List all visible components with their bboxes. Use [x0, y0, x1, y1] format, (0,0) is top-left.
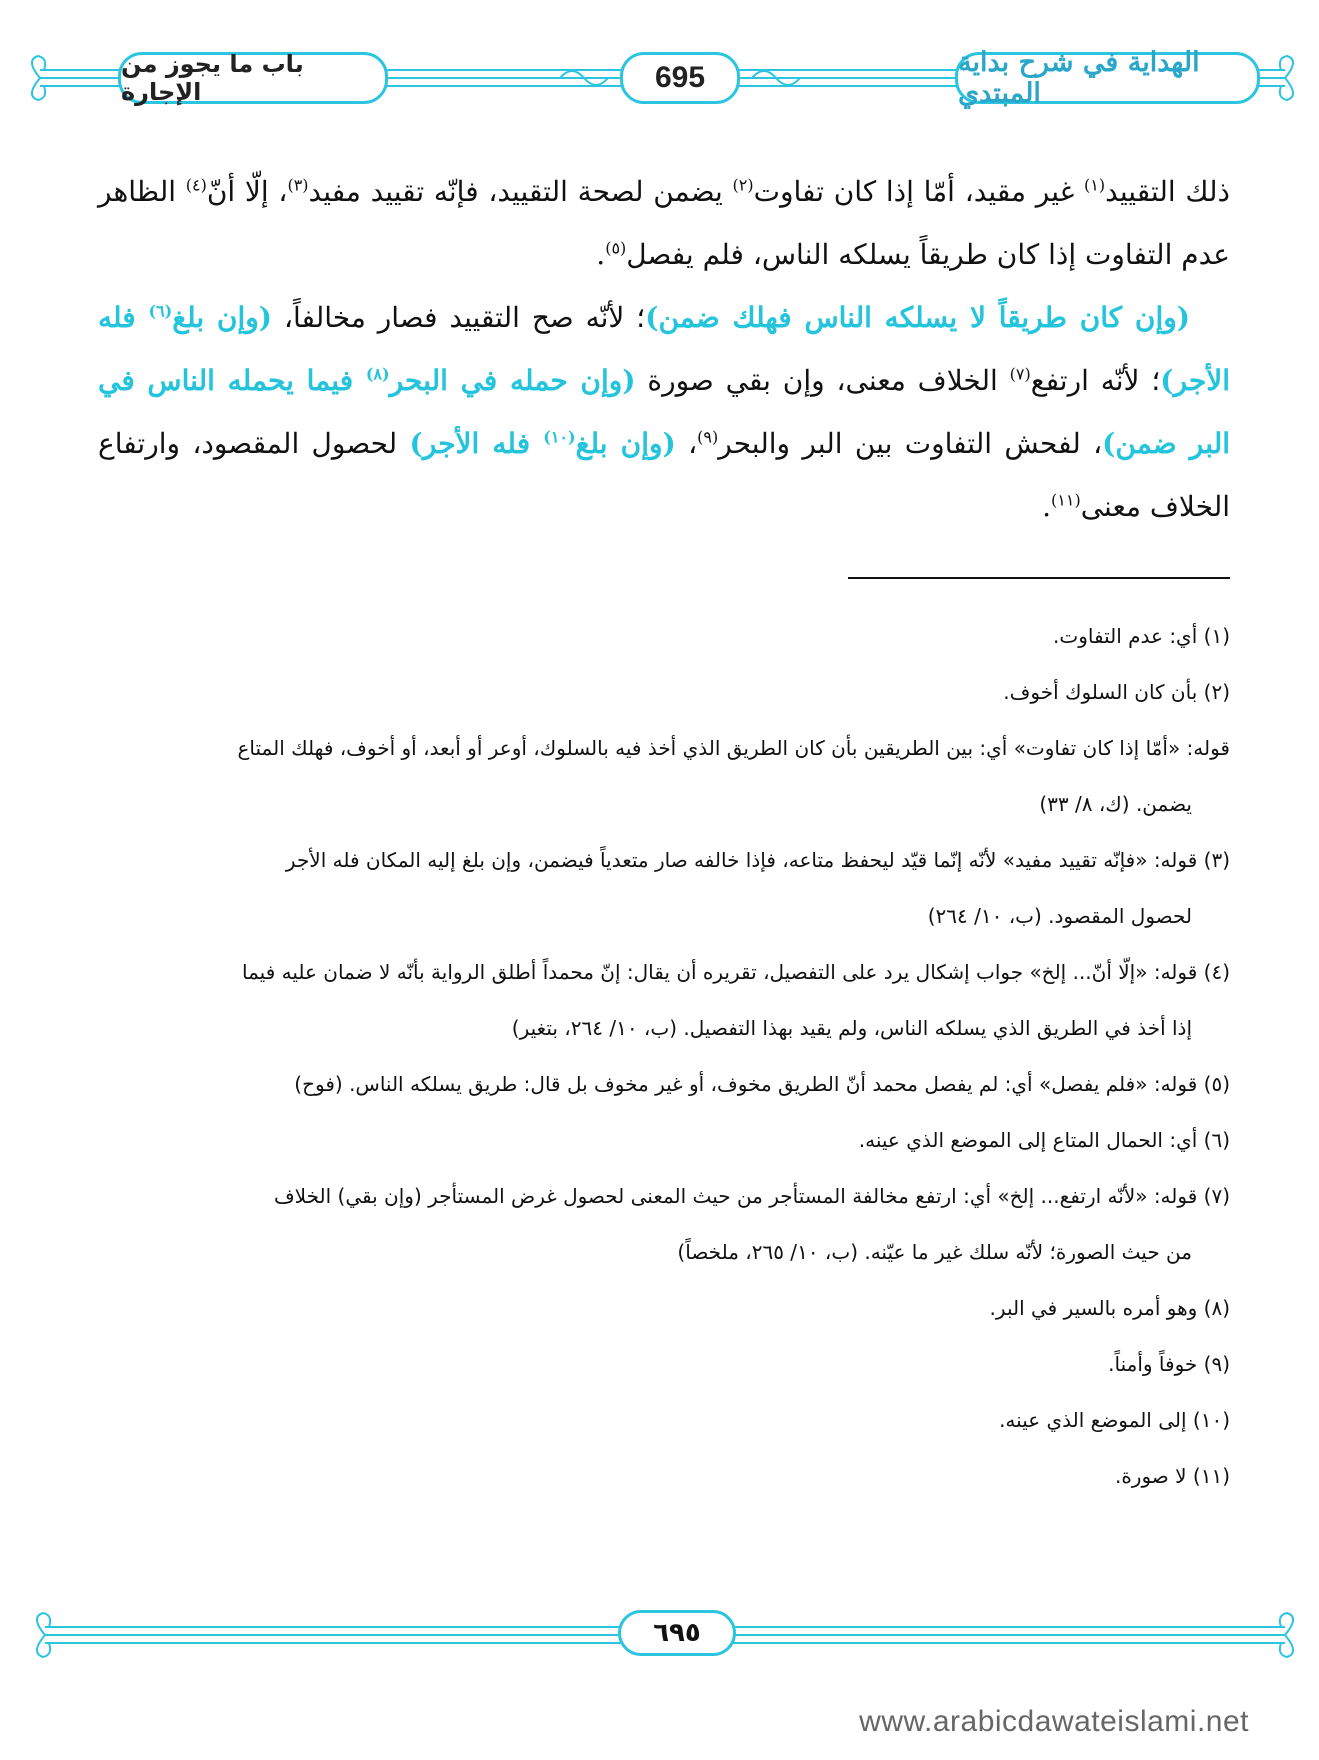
footnote-continuation: لحصول المقصود. (ب، ١٠/ ٢٦٤): [927, 904, 1192, 928]
text-segment: الخلاف معنى، وإن بقي صورة: [635, 364, 1010, 397]
footnote-ref: (٥): [605, 238, 627, 258]
chapter-title: باب ما يجوز من الإجارة: [118, 52, 388, 104]
footnote-text: (٦) أي: الحمال المتاع إلى الموضع الذي عينه.: [858, 1128, 1230, 1152]
text-segment: ، إلّا أنّ: [206, 175, 288, 208]
text-segment: .: [1042, 490, 1051, 523]
footnote-ref: (١١): [1051, 490, 1081, 510]
footnote-ref: (٤): [185, 175, 207, 195]
footnote-ref: (١): [1084, 175, 1106, 195]
footnote: [100, 1168, 1230, 1280]
footnotes: [100, 608, 1230, 1504]
footnote-text: (٢) بأن كان السلوك أخوف.: [1003, 680, 1230, 704]
text-segment: لحصول المقصود، وارتفاع الخلاف معنى: [98, 427, 1230, 523]
text-segment: ؛ لأنّه صح التقييد فصار مخالفاً،: [272, 301, 646, 334]
footnote-text: (١١) لا صورة.: [1114, 1464, 1230, 1488]
footnote: [100, 944, 1230, 1056]
text-segment: ، لفحش التفاوت بين البر والبحر: [718, 427, 1103, 460]
footnote-text: (١٠) إلى الموضع الذي عينه.: [999, 1408, 1230, 1432]
footnote: [100, 664, 1230, 720]
footnote-text: (٧) قوله: «لأنّه ارتفع... إلخ» أي: ارتفع مخالفة المستأجر من حيث المعنى لحصول غرض المستأجر (وإن بقي) الخلاف: [273, 1184, 1230, 1208]
text-segment: يضمن لصحة التقييد، فإنّه تقييد مفيد: [308, 175, 733, 208]
matn-highlight: (وإن كان طريقاً لا يسلكه الناس فهلك ضمن): [645, 301, 1191, 334]
footnote-text: (٣) قوله: «فإنّه تقييد مفيد» لأنّه إنّما قيّد ليحفظ متاعه، فإذا خالفه صار متعدياً فيضمن، وإن بلغ إليه المكان فله الأجر: [285, 848, 1230, 872]
footnote-ref: (٧): [1009, 364, 1031, 384]
footnote-text: (١) أي: عدم التفاوت.: [1053, 624, 1230, 648]
text-segment: ؛ لأنّه ارتفع: [1030, 364, 1161, 397]
footnote-separator: [848, 577, 1230, 579]
matn-highlight: (وإن حمله في البحر: [389, 364, 636, 397]
matn-highlight: (وإن بلغ: [172, 301, 273, 334]
matn-highlight: فيما يحمله الناس في البر ضمن): [98, 364, 1231, 460]
footnote: [100, 1112, 1230, 1168]
footnote: [100, 1056, 1230, 1112]
footer-page-number: ٦٩٥: [618, 1610, 736, 1656]
footnote-ref: (٩): [697, 427, 719, 447]
footnote: [100, 608, 1230, 664]
footnote-continuation: من حيث الصورة؛ لأنّه سلك غير ما عيّنه. (ب، ١٠/ ٢٦٥، ملخصاً): [677, 1240, 1192, 1264]
book-title: الهداية في شرح بداية المبتدي: [955, 52, 1260, 104]
text-segment: .: [596, 238, 606, 271]
text-segment: ،: [675, 427, 698, 460]
footnote-ref: (٣): [287, 175, 309, 195]
footnote: [100, 1392, 1230, 1448]
footnote-text: (٩) خوفاً وأمناً.: [1108, 1352, 1230, 1376]
text-segment: الظاهر عدم التفاوت إذا كان طريقاً يسلكه الناس، فلم يفصل: [98, 175, 1230, 271]
main-paragraph-1: [98, 160, 1230, 286]
main-text: [98, 160, 1230, 538]
website-watermark: www.arabicdawateislami.net: [859, 1705, 1249, 1738]
footnote-text: (٨) وهو أمره بالسير في البر.: [989, 1296, 1230, 1320]
footnote: [100, 1448, 1230, 1504]
footnote-ref: (٦): [148, 301, 173, 321]
header-page-number: 695: [620, 52, 740, 104]
footnote: [100, 1336, 1230, 1392]
footnote-text: (٤) قوله: «إلّا أنّ... إلخ» جواب إشكال يرد على التفصيل، تقريره أن يقال: إنّ محمداً أطلق الرواية بأنّه لا ضمان عليه فيما: [242, 960, 1230, 984]
page-header: [0, 0, 1319, 150]
footnote-text: (٥) قوله: «فلم يفصل» أي: لم يفصل محمد أنّ الطريق مخوف، أو غير مخوف بل قال: طريق يسلكه الناس. (فوح): [294, 1072, 1230, 1096]
footnote-continuation: إذا أخذ في الطريق الذي يسلكه الناس، ولم يقيد بهذا التفصيل. (ب، ١٠/ ٢٦٤، بتغير): [511, 1016, 1192, 1040]
text-segment: غير مقيد، أمّا إذا كان تفاوت: [753, 175, 1085, 208]
text-segment: ذلك التقييد: [1105, 175, 1230, 208]
main-paragraph-2: [98, 286, 1230, 538]
footnote-continuation: يضمن. (ك، ٨/ ٣٣): [1039, 792, 1192, 816]
footnote-ref: (١٠): [543, 427, 576, 447]
footnote-ref: (٢): [732, 175, 754, 195]
matn-highlight: (وإن بلغ: [575, 427, 676, 460]
footnote-text: قوله: «أمّا إذا كان تفاوت» أي: بين الطريقين بأن كان الطريق الذي أخذ فيه بالسلوك، أوعر أو أبعد، أو أخوف، فهلك المتاع: [237, 736, 1230, 760]
matn-highlight: فله الأجر): [98, 301, 1231, 397]
matn-highlight: فله الأجر): [409, 427, 544, 460]
footnote: [100, 1280, 1230, 1336]
footnote: [100, 832, 1230, 944]
footnote-ref: (٨): [365, 364, 390, 384]
footnote: [100, 720, 1230, 832]
